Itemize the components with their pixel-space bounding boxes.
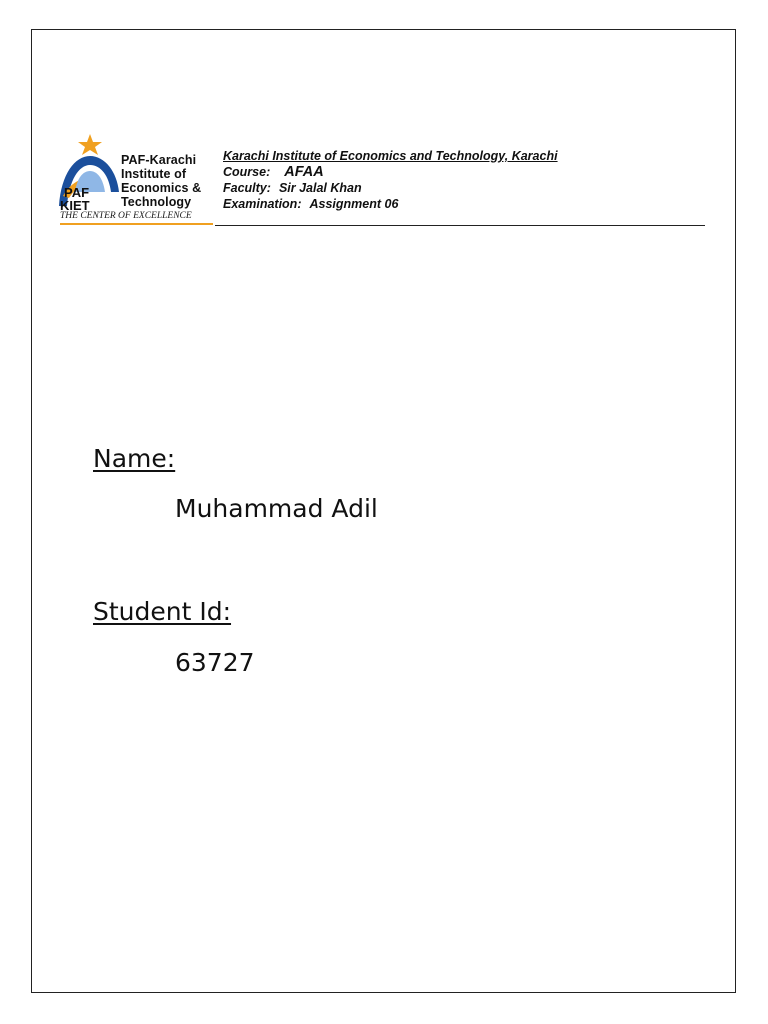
- logo-name-line: Institute of: [121, 167, 187, 181]
- exam-label: Examination:: [223, 197, 302, 211]
- logo-tagline: THE CENTER OF EXCELLENCE: [60, 211, 213, 225]
- logo-name-line: PAF-Karachi: [121, 153, 197, 167]
- exam-value: Assignment 06: [309, 197, 399, 211]
- institute-title: Karachi Institute of Economics and Technology, Karachi: [223, 149, 558, 163]
- faculty-row: [223, 180, 558, 196]
- faculty-label: Faculty:: [223, 181, 271, 195]
- logo-paf-kiet: [60, 186, 90, 212]
- kiet-logo: [57, 134, 215, 226]
- course-row: [223, 164, 558, 180]
- student-id-value: 63727: [175, 648, 255, 677]
- course-value: AFAA: [284, 164, 324, 180]
- student-id-label: Student Id:: [93, 597, 232, 626]
- logo-name-line: Economics &: [121, 181, 202, 195]
- course-label: Course:: [223, 165, 271, 179]
- name-value: Muhammad Adil: [175, 494, 378, 523]
- logo-name-line: Technology: [121, 195, 192, 209]
- header-divider: [215, 225, 705, 226]
- logo-paf-text: PAF: [64, 185, 90, 200]
- header-info: [223, 148, 558, 212]
- faculty-value: Sir Jalal Khan: [278, 181, 362, 195]
- logo-institute-name: [121, 153, 201, 209]
- name-label: Name:: [93, 444, 176, 473]
- logo-kiet-text: KIET: [60, 198, 90, 213]
- exam-row: [223, 196, 558, 212]
